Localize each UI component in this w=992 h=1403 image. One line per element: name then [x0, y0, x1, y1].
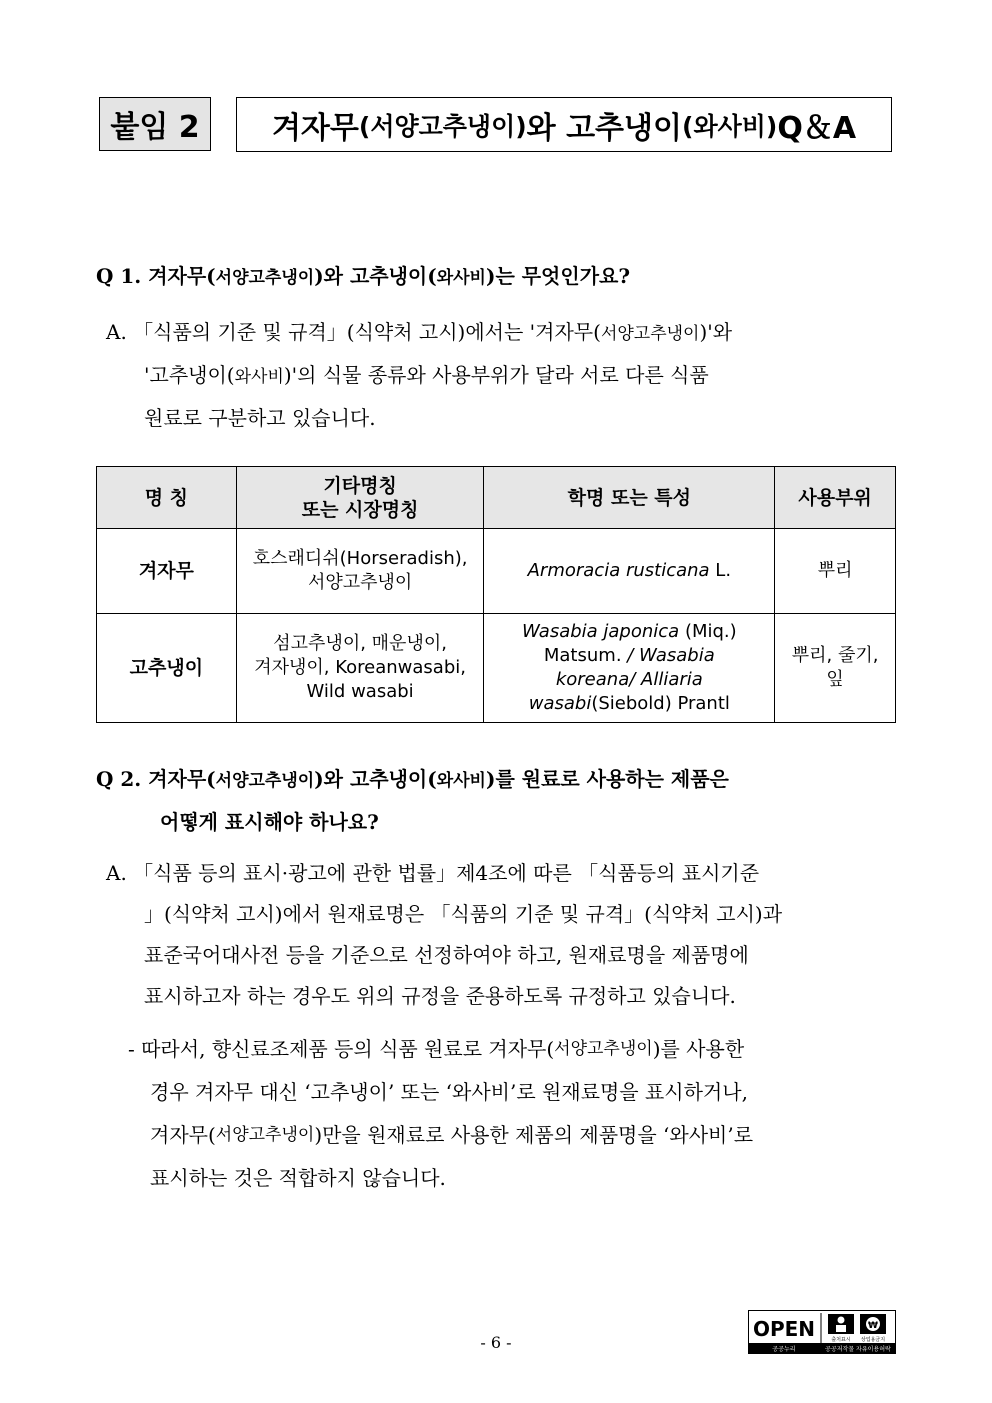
a-text: A. 「식품의 기준 및 규격」(식약처 고시)에서는 '겨자무(서양고추냉이)'와	[106, 320, 733, 344]
cell-part: 뿌리, 줄기, 잎	[775, 614, 896, 723]
title-part: (와사비)	[682, 111, 778, 141]
svg-text:₩: ₩	[868, 1321, 878, 1331]
table-row	[97, 529, 896, 614]
logo-sub: 공공누리	[772, 1346, 796, 1353]
note-line: 표시하는 것은 적합하지 않습니다.	[150, 1166, 446, 1190]
note-line: 경우 겨자무 대신 ‘고추냉이’ 또는 ‘와사비’로 원재료명을 표시하거나,	[150, 1080, 748, 1104]
answer-line: 표시하고자 하는 경우도 위의 규정을 준용하도록 규정하고 있습니다.	[144, 984, 736, 1008]
question-2	[96, 763, 896, 835]
cell-scientific: Wasabia japonica (Miq.) Matsum. / Wasabia koreana/ Alliaria wasabi(Siebold) Prantl	[484, 614, 775, 723]
a-text: '고추냉이(와사비)'의 식물 종류와 사용부위가 달라 서로 다른 식품	[144, 363, 709, 387]
title-part: 와 고추냉이	[526, 110, 683, 146]
cell-scientific: Armoracia rusticana L.	[484, 529, 775, 614]
col-header-other: 기타명칭 또는 시장명칭	[236, 467, 484, 529]
q-line: 어떻게 표시해야 하나요?	[160, 810, 379, 834]
q-text: )는 무엇인가요?	[485, 264, 631, 288]
note-line: - 따라서, 향신료조제품 등의 식품 원료로 겨자무( 서양고추냉이 )를 사용한	[128, 1037, 745, 1061]
q-text: )와 고추냉이(	[314, 264, 437, 288]
logo-tag: 출처표시	[831, 1337, 851, 1343]
logo-open-text: OPEN	[752, 1317, 816, 1341]
attachment-badge: 붙임 2	[99, 97, 211, 151]
answer-line: 」(식약처 고시)에서 원재료명은 「식품의 기준 및 규격」(식약처 고시)과	[144, 902, 783, 926]
answer-line: A. 「식품 등의 표시·광고에 관한 법률」제4조에 따른 「식품등의 표시기준	[106, 861, 760, 885]
cell-other: 섬고추냉이, 매운냉이, 겨자냉이, Koreanwasabi, Wild wasabi	[236, 614, 484, 723]
page-title	[236, 97, 892, 152]
answer-line	[106, 312, 896, 355]
answer-line	[144, 398, 896, 439]
table-header-row	[97, 467, 896, 529]
q-text: 와사비	[436, 268, 486, 288]
page-number: - 6 -	[480, 1333, 512, 1352]
cell-part: 뿌리	[775, 529, 896, 614]
question-1	[96, 260, 630, 289]
cell-name: 겨자무	[97, 529, 237, 614]
comparison-table	[96, 466, 896, 723]
table-row	[97, 614, 896, 723]
title-part: (서양고추냉이)	[358, 111, 527, 141]
answer-1	[106, 312, 896, 439]
a-text: 원료로 구분하고 있습니다.	[144, 406, 376, 430]
col-header-part: 사용부위	[775, 467, 896, 529]
col-header-name: 명 칭	[97, 467, 237, 529]
note-line: 겨자무( 서양고추냉이 )만을 원재료로 사용한 제품의 제품명을 ‘와사비’로	[150, 1123, 754, 1147]
logo-sub: 공공저작물 자유이용허락	[825, 1346, 891, 1353]
title-part: 겨자무	[271, 110, 359, 146]
col-header-scientific: 학명 또는 특성	[484, 467, 775, 529]
answer-line	[144, 355, 896, 398]
title-part: Q＆A	[777, 110, 857, 146]
q-line: Q 2. 겨자무(서양고추냉이)와 고추냉이(와사비)를 원료로 사용하는 제품은	[96, 767, 729, 791]
answer-2	[106, 853, 896, 1017]
logo-tag: 상업용금지	[860, 1337, 886, 1343]
answer-line: 표준국어대사전 등을 기준으로 선정하여야 하고, 원재료명을 제품명에	[144, 943, 749, 967]
kogl-open-license-logo	[748, 1310, 896, 1354]
q-text: Q 1. 겨자무(	[96, 264, 216, 288]
answer-2-note	[128, 1029, 902, 1199]
q-text: 서양고추냉이	[215, 268, 315, 288]
cell-other: 호스래디쉬(Horseradish), 서양고추냉이	[236, 529, 484, 614]
cell-name: 고추냉이	[97, 614, 237, 723]
